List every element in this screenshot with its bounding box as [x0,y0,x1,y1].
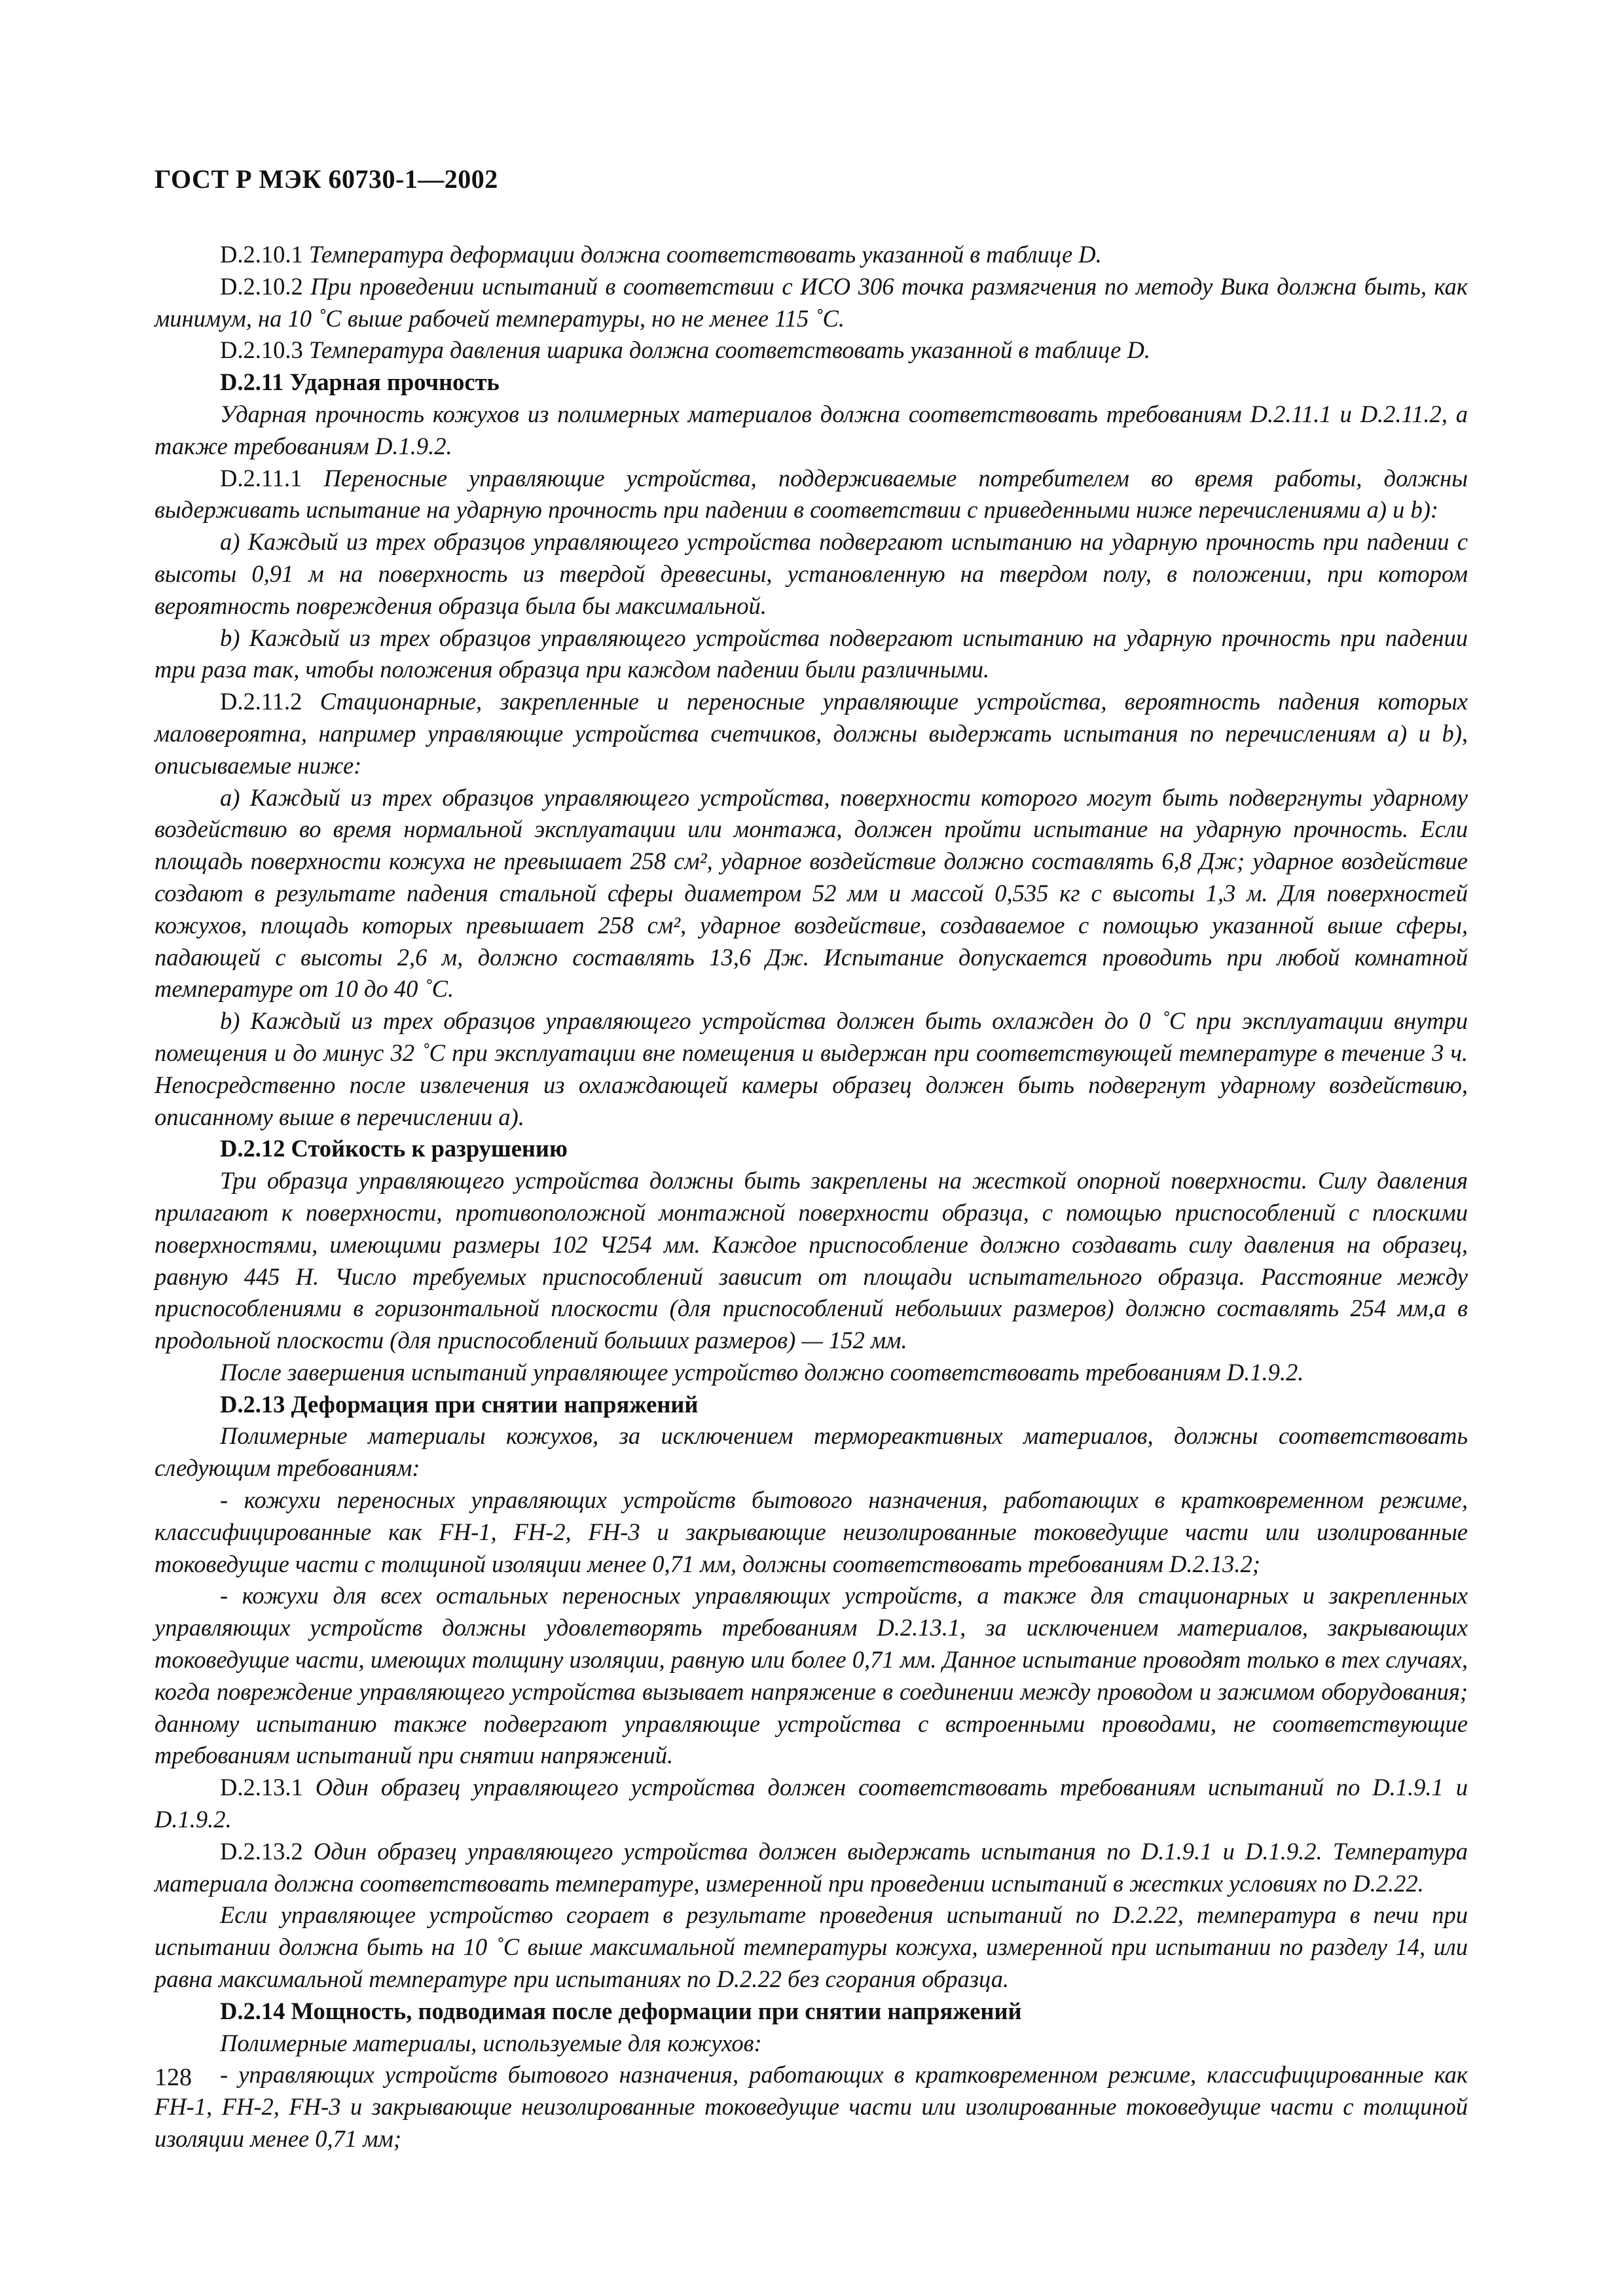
paragraph [155,526,1468,622]
paragraph [155,782,1468,1006]
paragraph [155,622,1468,687]
clause-number: D.2.13.2 [220,1837,303,1865]
paragraph-text: b) Каждый из трех образцов управляющего устройства подвергают испытанию на ударную прочность при падении три раза так, чтобы положения образца при каждом падении были различными. [155,624,1468,683]
paragraph-text: - кожухи переносных управляющих устройств бытового назначения, работающих в кратковременном режиме, классифицированные как FH-1, FH-2, FH-3 и закрывающие неизолированные токоведущие части или изолированные токоведущие части с толщиной изоляции менее 0,71 мм, должны соответствовать требованиям D.2.13.2; [155,1486,1468,1577]
section-heading: D.2.13 Деформация при снятии напряжений [220,1390,699,1418]
clause-number: D.2.11.1 [220,464,302,492]
section-heading: D.2.12 Стойкость к разрушению [220,1135,568,1162]
paragraph-text: Ударная прочность кожухов из полимерных материалов должна соответствовать требованиям D.2.11.1 и D.2.11.2, а также требованиям D.1.9.2. [155,400,1468,459]
paragraph-text: После завершения испытаний управляющее устройство должно соответствовать требованиям D.1.9.2. [220,1358,1304,1386]
paragraph-text: Три образца управляющего устройства должны быть закреплены на жесткой опорной поверхности. Силу давления прилагают к поверхности, противоположной монтажной поверхности образца, с помощью приспособлений с плоскими поверхностями, имеющими размеры 102 Ч254 мм. Каждое приспособление должно создавать силу давления на образец, равную 445 Н. Число требуемых приспособлений зависит от площади испытательного образца. Расстояние между приспособлениями в горизонтальной плоскости (для приспособлений небольших размеров) должно составлять 254 мм,а в продольной плоскости (для приспособлений больших размеров) — 152 мм. [155,1167,1468,1354]
paragraph [155,239,1468,271]
paragraph [155,463,1468,527]
paragraph-text: Стационарные, закрепленные и переносные управляющие устройства, вероятность падения которых маловероятна, например управляющие устройства счетчиков, должны выдержать испытания по перечислениям a) и b), описываемые ниже: [155,688,1468,779]
paragraph [155,1165,1468,1357]
paragraph-text: a) Каждый из трех образцов управляющего устройства, поверхности которого могут быть подвергнуты ударному воздействию во время нормальной эксплуатации или монтажа, должен пройти испытание на ударную прочность. Если площадь поверхности кожуха не превышает 258 см², ударное воздействие должно составлять 6,8 Дж; ударное воздействие создают в результате падения стальной сферы диаметром 52 мм и массой 0,535 кг с высоты 1,3 м. Для поверхностей кожухов, площадь которых превышает 258 см², ударное воздействие, создаваемое с помощью указанной выше сферы, падающей с высоты 2,6 м, должно составлять 13,6 Дж. Испытание допускается проводить при любой комнатной температуре от 10 до 40 ˚С. [155,783,1468,1003]
paragraph [155,2059,1468,2155]
paragraph-text: a) Каждый из трех образцов управляющего устройства подвергают испытанию на ударную прочность при падении с высоты 0,91 м на поверхность из твердой древесины, установленную на твердом полу, в положении, при котором вероятность повреждения образца была бы максимальной. [155,528,1468,619]
clause-number: D.2.10.3 [220,336,303,364]
paragraph [155,1899,1468,1995]
paragraph-text: Температура давления шарика должна соответствовать указанной в таблице D. [308,336,1150,364]
paragraph [155,271,1468,335]
paragraph [155,1580,1468,1772]
paragraph [155,1836,1468,1900]
paragraph-text: - управляющих устройств бытового назначения, работающих в кратковременном режиме, классифицированные как FH-1, FH-2, FH-3 и закрывающие неизолированные токоведущие части или изолированные токоведущие части с толщиной изоляции менее 0,71 мм; [155,2061,1468,2153]
paragraph-text: Если управляющее устройство сгорает в результате проведения испытаний по D.2.22, температура в печи при испытании должна быть на 10 ˚С выше максимальной температуры кожуха, измеренной при испытании по разделу 14, или равна максимальной температуре при испытаниях по D.2.22 без сгорания образца. [155,1901,1468,1993]
clause-number: D.2.13.1 [220,1774,303,1801]
document-body [155,239,1468,2155]
paragraph-text: Один образец управляющего устройства должен выдержать испытания по D.1.9.1 и D.1.9.2. Температура материала должна соответствовать температуре, измеренной при проведении испытаний в жестких условиях по D.2.22. [155,1837,1468,1897]
section-heading: D.2.14 Мощность, подводимая после деформации при снятии напряжений [220,1997,1022,2024]
paragraph [155,1005,1468,1133]
paragraph [155,1420,1468,1484]
paragraph-text: При проведении испытаний в соответствии с ИСО 306 точка размягчения по методу Вика должна быть, как минимум, на 10 ˚С выше рабочей температуры, но не менее 115 ˚С. [155,272,1468,332]
paragraph [155,334,1468,367]
paragraph [155,399,1468,463]
paragraph [155,1484,1468,1580]
paragraph-text: Полимерные материалы кожухов, за исключением термореактивных материалов, должны соответствовать следующим требованиям: [155,1422,1468,1482]
paragraph [155,1772,1468,1836]
paragraph [155,686,1468,781]
clause-number: D.2.11.2 [220,688,302,715]
clause-number: D.2.10.2 [220,272,303,300]
paragraph-text: Переносные управляющие устройства, поддерживаемые потребителем во время работы, должны выдерживать испытание на ударную прочность при падении в соответствии с приведенными ниже перечислениями a) и b): [155,464,1468,524]
paragraph-text: Полимерные материалы, используемые для кожухов: [220,2029,762,2056]
paragraph [155,1357,1468,1389]
document-header: ГОСТ Р МЭК 60730-1—2002 [155,164,498,194]
page-number: 128 [155,2064,192,2091]
paragraph [155,2028,1468,2060]
paragraph-text: Температура деформации должна соответствовать указанной в таблице D. [308,241,1102,268]
clause-number: D.2.10.1 [220,241,303,268]
paragraph-text: - кожухи для всех остальных переносных управляющих устройств, а также для стационарных и закрепленных управляющих устройств должны удовлетворять требованиям D.2.13.1, за исключением материалов, закрывающих токоведущие части, имеющих толщину изоляции, равную или более 0,71 мм. Данное испытание проводят только в тех случаях, когда повреждение управляющего устройства вызывает напряжение в соединении между проводом и зажимом оборудования; данному испытанию также подвергают управляющие устройства с встроенными проводами, не соответствующие требованиям испытаний при снятии напряжений. [155,1582,1468,1769]
paragraph-text: Один образец управляющего устройства должен соответствовать требованиям испытаний по D.1.9.1 и D.1.9.2. [155,1774,1468,1833]
paragraph-text: b) Каждый из трех образцов управляющего устройства должен быть охлажден до 0 ˚С при эксплуатации внутри помещения и до минус 32 ˚С при эксплуатации вне помещения и выдержан при соответствующей температуре в течение 3 ч. Непосредственно после извлечения из охлаждающей камеры образец должен быть подвергнут ударному воздействию, описанному выше в перечислении a). [155,1007,1468,1130]
section-heading: D.2.11 Ударная прочность [220,368,500,396]
